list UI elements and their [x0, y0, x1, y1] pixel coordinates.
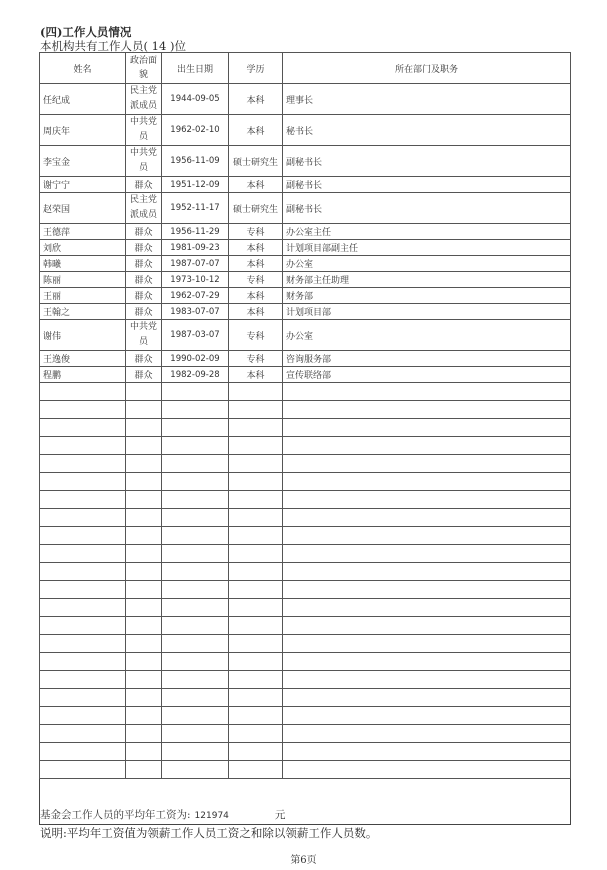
staff-department: 办公室 — [283, 256, 571, 272]
empty-cell — [283, 437, 571, 455]
empty-cell — [229, 653, 283, 671]
empty-row — [40, 617, 571, 635]
empty-cell — [283, 383, 571, 401]
empty-cell — [229, 599, 283, 617]
empty-cell — [283, 725, 571, 743]
table-row — [40, 256, 571, 272]
empty-cell — [40, 455, 126, 473]
header-education: 学历 — [229, 53, 283, 84]
empty-cell — [283, 743, 571, 761]
empty-cell — [126, 671, 162, 689]
staff-name: 王翰之 — [40, 304, 126, 320]
staff-name: 谢宁宁 — [40, 177, 126, 193]
staff-party: 群众 — [126, 367, 162, 383]
staff-party: 中共党员 — [126, 320, 162, 351]
staff-education: 本科 — [229, 288, 283, 304]
empty-cell — [229, 635, 283, 653]
staff-education: 专科 — [229, 224, 283, 240]
staff-birth-date: 1956-11-29 — [162, 224, 229, 240]
empty-cell — [229, 419, 283, 437]
staff-name: 赵荣国 — [40, 193, 126, 224]
empty-cell — [126, 419, 162, 437]
staff-birth-date: 1987-07-07 — [162, 256, 229, 272]
staff-name: 任纪成 — [40, 84, 126, 115]
staff-party: 中共党员 — [126, 146, 162, 177]
staff-name: 王德萍 — [40, 224, 126, 240]
staff-name: 李宝金 — [40, 146, 126, 177]
empty-cell — [162, 437, 229, 455]
empty-cell — [229, 509, 283, 527]
empty-cell — [162, 491, 229, 509]
empty-cell — [162, 761, 229, 779]
empty-cell — [40, 401, 126, 419]
empty-cell — [162, 563, 229, 581]
empty-cell — [162, 419, 229, 437]
staff-table-body — [40, 84, 571, 779]
wage-value: 121974 — [194, 811, 229, 821]
empty-cell — [283, 653, 571, 671]
empty-cell — [40, 545, 126, 563]
empty-cell — [283, 509, 571, 527]
empty-cell — [40, 563, 126, 581]
empty-cell — [126, 761, 162, 779]
empty-cell — [126, 743, 162, 761]
staff-birth-date: 1982-09-28 — [162, 367, 229, 383]
empty-row — [40, 491, 571, 509]
staff-party: 群众 — [126, 240, 162, 256]
wage-label: 基金会工作人员的平均年工资为: — [40, 809, 191, 821]
empty-cell — [229, 671, 283, 689]
table-row — [40, 240, 571, 256]
empty-cell — [283, 401, 571, 419]
empty-row — [40, 563, 571, 581]
empty-cell — [126, 581, 162, 599]
empty-cell — [283, 527, 571, 545]
wage-unit: 元 — [274, 809, 286, 821]
staff-department: 副秘书长 — [283, 193, 571, 224]
staff-birth-date: 1962-02-10 — [162, 115, 229, 146]
staff-department: 理事长 — [283, 84, 571, 115]
empty-cell — [283, 689, 571, 707]
staff-party: 民主党派成员 — [126, 84, 162, 115]
table-row — [40, 367, 571, 383]
empty-cell — [162, 401, 229, 419]
empty-cell — [283, 617, 571, 635]
staff-party: 民主党派成员 — [126, 193, 162, 224]
empty-cell — [126, 689, 162, 707]
staff-party: 群众 — [126, 351, 162, 367]
explanation-note: 说明:平均年工资值为领薪工作人员工资之和除以领薪工作人员数。 — [40, 826, 378, 840]
staff-department: 办公室主任 — [283, 224, 571, 240]
empty-row — [40, 761, 571, 779]
empty-cell — [283, 545, 571, 563]
empty-cell — [40, 419, 126, 437]
staff-birth-date: 1981-09-23 — [162, 240, 229, 256]
staff-name: 王逸俊 — [40, 351, 126, 367]
empty-cell — [126, 509, 162, 527]
empty-cell — [229, 527, 283, 545]
empty-cell — [126, 617, 162, 635]
empty-cell — [162, 527, 229, 545]
staff-education: 本科 — [229, 84, 283, 115]
table-row — [40, 272, 571, 288]
empty-cell — [126, 635, 162, 653]
table-row — [40, 193, 571, 224]
empty-cell — [126, 401, 162, 419]
staff-party: 群众 — [126, 272, 162, 288]
empty-cell — [283, 671, 571, 689]
staff-name: 谢伟 — [40, 320, 126, 351]
staff-education: 本科 — [229, 115, 283, 146]
staff-birth-date: 1956-11-09 — [162, 146, 229, 177]
table-row — [40, 288, 571, 304]
staff-education: 本科 — [229, 177, 283, 193]
staff-education: 本科 — [229, 367, 283, 383]
empty-cell — [229, 689, 283, 707]
staff-birth-date: 1987-03-07 — [162, 320, 229, 351]
empty-cell — [229, 617, 283, 635]
empty-cell — [283, 761, 571, 779]
empty-cell — [162, 635, 229, 653]
empty-row — [40, 509, 571, 527]
empty-row — [40, 545, 571, 563]
table-row — [40, 224, 571, 240]
empty-cell — [229, 473, 283, 491]
empty-cell — [162, 707, 229, 725]
empty-cell — [126, 725, 162, 743]
staff-name: 韩曦 — [40, 256, 126, 272]
empty-cell — [40, 635, 126, 653]
empty-cell — [40, 491, 126, 509]
empty-cell — [283, 491, 571, 509]
empty-row — [40, 599, 571, 617]
staff-name: 程鹏 — [40, 367, 126, 383]
empty-row — [40, 437, 571, 455]
empty-row — [40, 707, 571, 725]
empty-cell — [40, 617, 126, 635]
table-row — [40, 177, 571, 193]
empty-cell — [229, 761, 283, 779]
empty-row — [40, 419, 571, 437]
staff-education: 专科 — [229, 351, 283, 367]
empty-cell — [126, 491, 162, 509]
empty-cell — [229, 401, 283, 419]
header-department: 所在部门及职务 — [283, 53, 571, 84]
empty-cell — [162, 509, 229, 527]
count-prefix: 本机构共有工作人员( — [40, 39, 148, 53]
empty-cell — [40, 527, 126, 545]
empty-cell — [126, 707, 162, 725]
empty-cell — [40, 437, 126, 455]
empty-row — [40, 455, 571, 473]
staff-party: 群众 — [126, 177, 162, 193]
empty-row — [40, 401, 571, 419]
empty-cell — [229, 455, 283, 473]
staff-table — [39, 52, 571, 779]
staff-birth-date: 1973-10-12 — [162, 272, 229, 288]
staff-party: 中共党员 — [126, 115, 162, 146]
staff-name: 王丽 — [40, 288, 126, 304]
staff-education: 硕士研究生 — [229, 193, 283, 224]
empty-cell — [283, 707, 571, 725]
empty-cell — [126, 599, 162, 617]
empty-row — [40, 527, 571, 545]
staff-department: 计划项目部 — [283, 304, 571, 320]
empty-cell — [283, 563, 571, 581]
empty-cell — [162, 473, 229, 491]
staff-department: 副秘书长 — [283, 146, 571, 177]
empty-cell — [126, 527, 162, 545]
empty-cell — [229, 491, 283, 509]
empty-cell — [126, 653, 162, 671]
empty-row — [40, 473, 571, 491]
section-title: (四)工作人员情况 — [40, 25, 132, 39]
empty-cell — [162, 599, 229, 617]
empty-cell — [162, 617, 229, 635]
empty-cell — [162, 455, 229, 473]
empty-cell — [126, 455, 162, 473]
empty-cell — [162, 383, 229, 401]
empty-cell — [162, 653, 229, 671]
staff-department: 副秘书长 — [283, 177, 571, 193]
empty-cell — [40, 743, 126, 761]
empty-cell — [40, 581, 126, 599]
empty-row — [40, 725, 571, 743]
empty-cell — [283, 599, 571, 617]
empty-cell — [126, 545, 162, 563]
staff-party: 群众 — [126, 256, 162, 272]
staff-party: 群众 — [126, 224, 162, 240]
empty-cell — [229, 383, 283, 401]
empty-row — [40, 653, 571, 671]
empty-cell — [229, 581, 283, 599]
staff-birth-date: 1952-11-17 — [162, 193, 229, 224]
empty-cell — [40, 707, 126, 725]
empty-row — [40, 671, 571, 689]
staff-department: 办公室 — [283, 320, 571, 351]
page-number: 第6页 — [290, 855, 317, 866]
empty-cell — [283, 473, 571, 491]
empty-cell — [40, 761, 126, 779]
average-wage-line — [40, 807, 285, 822]
staff-birth-date: 1944-09-05 — [162, 84, 229, 115]
empty-cell — [162, 743, 229, 761]
table-row — [40, 115, 571, 146]
staff-education: 硕士研究生 — [229, 146, 283, 177]
empty-row — [40, 581, 571, 599]
empty-cell — [126, 383, 162, 401]
empty-row — [40, 743, 571, 761]
staff-education: 专科 — [229, 320, 283, 351]
table-row — [40, 84, 571, 115]
empty-cell — [126, 473, 162, 491]
staff-department: 财务部主任助理 — [283, 272, 571, 288]
staff-name: 陈丽 — [40, 272, 126, 288]
staff-department: 宣传联络部 — [283, 367, 571, 383]
empty-cell — [229, 545, 283, 563]
empty-cell — [229, 743, 283, 761]
empty-cell — [229, 707, 283, 725]
staff-party: 群众 — [126, 288, 162, 304]
staff-education: 专科 — [229, 272, 283, 288]
staff-birth-date: 1962-07-29 — [162, 288, 229, 304]
staff-education: 本科 — [229, 304, 283, 320]
staff-birth-date: 1951-12-09 — [162, 177, 229, 193]
table-row — [40, 304, 571, 320]
empty-cell — [40, 509, 126, 527]
empty-cell — [229, 563, 283, 581]
staff-birth-date: 1990-02-09 — [162, 351, 229, 367]
staff-department: 咨询服务部 — [283, 351, 571, 367]
staff-birth-date: 1983-07-07 — [162, 304, 229, 320]
staff-name: 周庆年 — [40, 115, 126, 146]
count-suffix: )位 — [170, 39, 186, 53]
empty-cell — [162, 581, 229, 599]
staff-department: 秘书长 — [283, 115, 571, 146]
empty-cell — [229, 437, 283, 455]
empty-cell — [229, 725, 283, 743]
table-row — [40, 146, 571, 177]
staff-table-header — [40, 53, 571, 84]
empty-cell — [162, 725, 229, 743]
empty-cell — [283, 455, 571, 473]
empty-cell — [283, 419, 571, 437]
staff-count-value: 14 — [151, 39, 167, 53]
empty-cell — [40, 671, 126, 689]
header-party: 政治面貌 — [126, 53, 162, 84]
table-row — [40, 351, 571, 367]
empty-cell — [162, 545, 229, 563]
empty-cell — [283, 581, 571, 599]
empty-cell — [40, 653, 126, 671]
empty-cell — [283, 635, 571, 653]
header-birth: 出生日期 — [162, 53, 229, 84]
staff-department: 计划项目部副主任 — [283, 240, 571, 256]
empty-cell — [126, 437, 162, 455]
empty-cell — [40, 725, 126, 743]
empty-row — [40, 689, 571, 707]
table-row — [40, 320, 571, 351]
empty-cell — [162, 689, 229, 707]
empty-cell — [40, 473, 126, 491]
empty-cell — [40, 599, 126, 617]
staff-name: 刘欣 — [40, 240, 126, 256]
empty-row — [40, 383, 571, 401]
staff-party: 群众 — [126, 304, 162, 320]
empty-cell — [126, 563, 162, 581]
staff-education: 本科 — [229, 240, 283, 256]
staff-department: 财务部 — [283, 288, 571, 304]
empty-row — [40, 635, 571, 653]
empty-cell — [162, 671, 229, 689]
header-name: 姓名 — [40, 53, 126, 84]
empty-cell — [40, 689, 126, 707]
empty-cell — [40, 383, 126, 401]
staff-education: 本科 — [229, 256, 283, 272]
